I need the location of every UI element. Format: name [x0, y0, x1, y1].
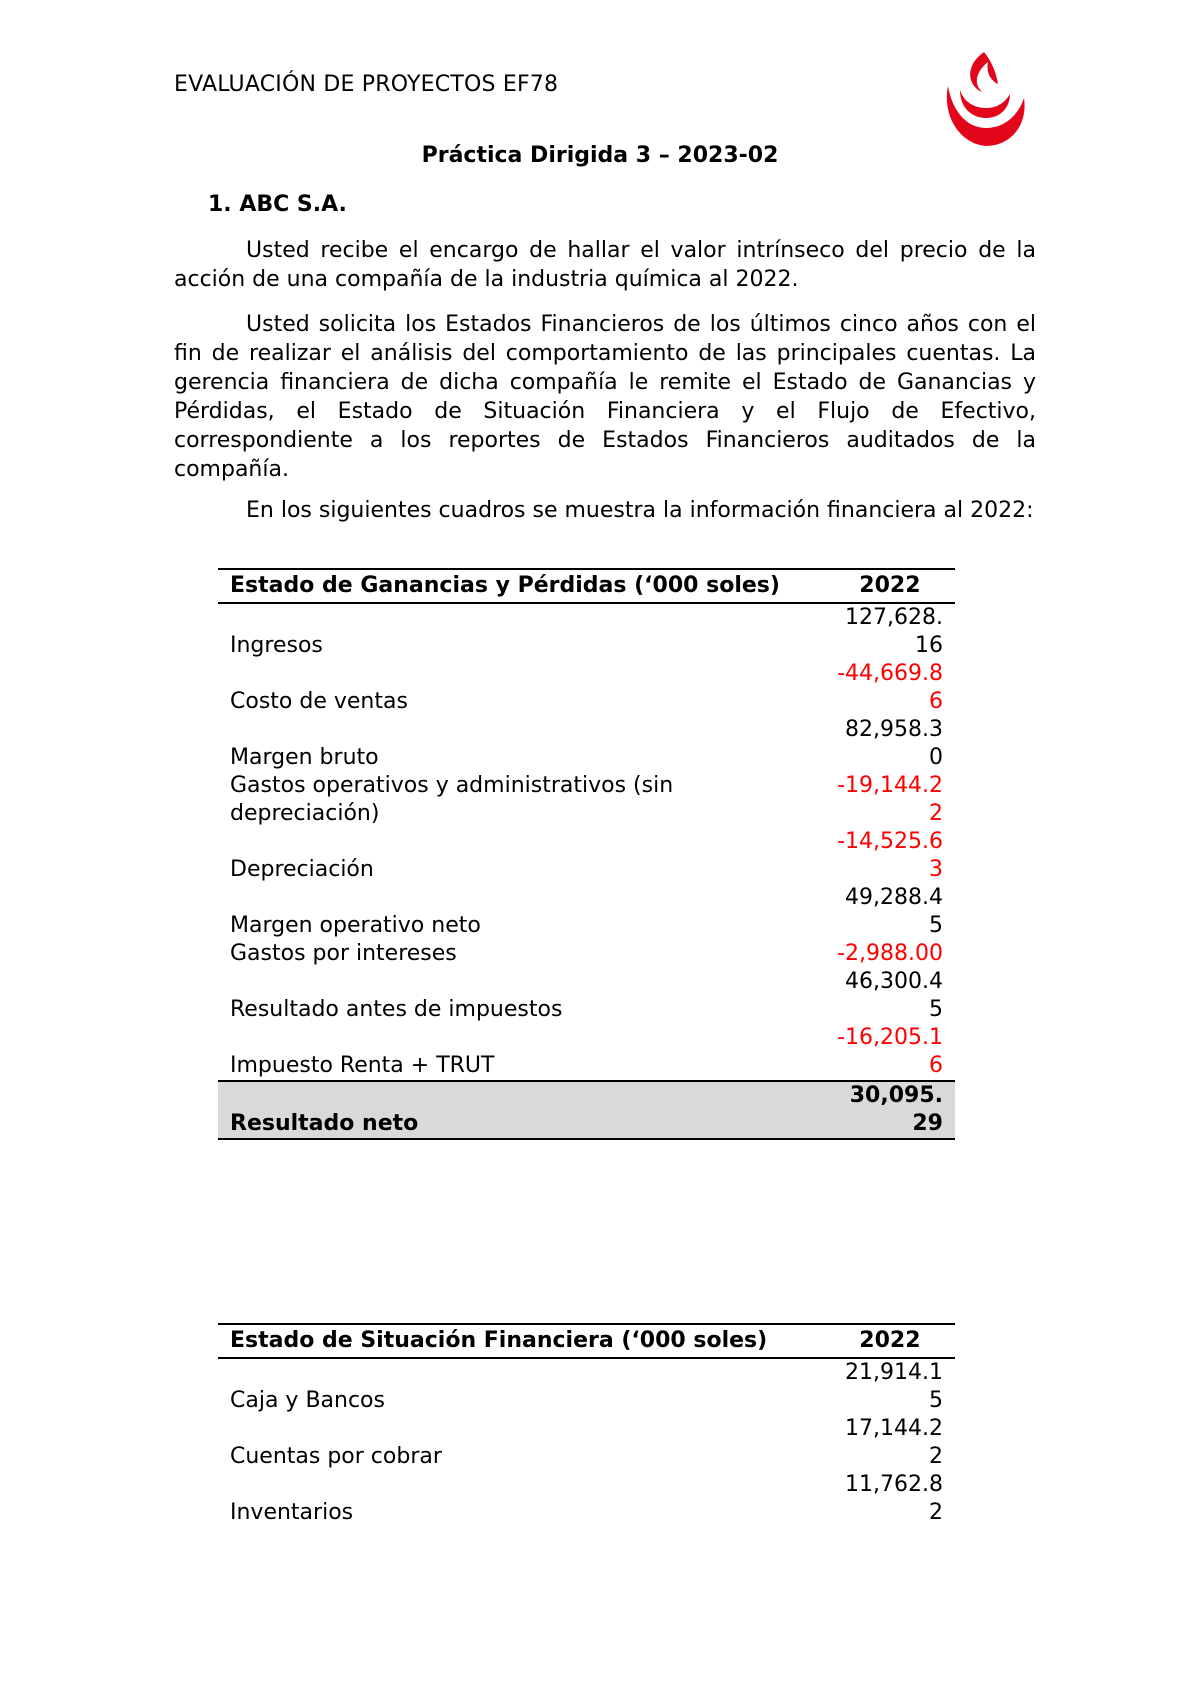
row-value: 11,762.82 — [845, 1472, 943, 1525]
row-label: Caja y Bancos — [230, 1388, 385, 1413]
table-row — [218, 660, 955, 716]
course-header: EVALUACIÓN DE PROYECTOS EF78 — [174, 72, 559, 97]
column-header-label: Estado de Ganancias y Pérdidas (‘000 soles) — [218, 569, 825, 603]
row-value: 17,144.22 — [845, 1416, 943, 1469]
row-label: Costo de ventas — [230, 689, 408, 714]
row-value: -14,525.63 — [837, 829, 943, 882]
table-row — [218, 1415, 955, 1471]
column-header-label: Estado de Situación Financiera (‘000 soles) — [218, 1324, 825, 1358]
row-label: Cuentas por cobrar — [230, 1444, 442, 1469]
row-label: Gastos por intereses — [230, 941, 457, 966]
row-label: Margen operativo neto — [230, 913, 481, 938]
paragraph-2 — [174, 310, 1036, 484]
table-row — [218, 828, 955, 884]
row-value: 21,914.15 — [845, 1360, 943, 1413]
paragraph-1 — [174, 236, 1036, 294]
table-row — [218, 772, 955, 828]
balance-sheet-table — [218, 1323, 955, 1527]
table-row — [218, 940, 955, 968]
row-label: Resultado antes de impuestos — [230, 997, 563, 1022]
row-label: Ingresos — [230, 633, 323, 658]
table-row — [218, 1024, 955, 1081]
row-value: -19,144.22 — [837, 773, 943, 826]
row-value: 49,288.45 — [845, 885, 943, 938]
table-row — [218, 1358, 955, 1415]
table-row — [218, 884, 955, 940]
table-row — [218, 603, 955, 660]
paragraph-3-text: En los siguientes cuadros se muestra la información financiera al 2022: — [246, 498, 1034, 523]
table-header-row — [218, 1324, 955, 1358]
row-label: Inventarios — [230, 1500, 354, 1525]
column-header-year: 2022 — [825, 1324, 955, 1358]
income-statement-table — [218, 568, 955, 1140]
row-label: Gastos operativos y administrativos (sin depreciación) — [230, 773, 674, 826]
paragraph-1-text: Usted recibe el encargo de hallar el valor intrínseco del precio de la acción de una compañía de la industria química al 2022. — [174, 238, 1036, 292]
table-header-row — [218, 569, 955, 603]
upc-flame-logo-icon — [938, 46, 1030, 154]
row-value: 127,628.16 — [845, 605, 943, 658]
row-value: -16,205.16 — [837, 1025, 943, 1078]
table-row — [218, 716, 955, 772]
row-label: Impuesto Renta + TRUT — [230, 1053, 495, 1078]
paragraph-2-text: Usted solicita los Estados Financieros de los últimos cinco años con el fin de realizar el análisis del comportamiento de las principales cuentas. La gerencia financiera de dicha compañía le remite el Estado de Ganancias y Pérdidas, el Estado de Situación Financiera y el Flujo de Efectivo, correspondiente a los reportes de Estados Financieros auditados de la compañía. — [174, 312, 1036, 482]
total-value: 30,095.29 — [825, 1081, 955, 1139]
paragraph-3 — [174, 496, 1036, 525]
section-heading: 1. ABC S.A. — [208, 192, 347, 217]
total-label: Resultado neto — [218, 1081, 825, 1139]
row-value: 46,300.45 — [845, 969, 943, 1022]
row-value: -44,669.86 — [837, 661, 943, 714]
table-row — [218, 1471, 955, 1527]
column-header-year: 2022 — [825, 569, 955, 603]
row-value: -2,988.00 — [837, 941, 943, 966]
row-label: Depreciación — [230, 857, 374, 882]
document-title: Práctica Dirigida 3 – 2023-02 — [421, 143, 779, 168]
row-value: 82,958.30 — [845, 717, 943, 770]
row-label: Margen bruto — [230, 745, 379, 770]
total-row — [218, 1081, 955, 1139]
table-row — [218, 968, 955, 1024]
